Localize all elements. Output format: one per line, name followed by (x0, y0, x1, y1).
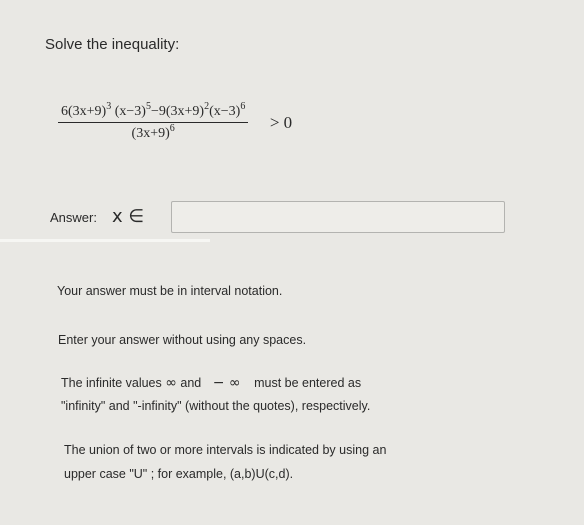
term-x-minus-3: (x−3) (209, 104, 241, 119)
fraction (58, 101, 248, 142)
instruction-text: The infinite values (61, 376, 162, 390)
numerator (58, 101, 248, 123)
instruction-no-spaces: Enter your answer without using any spaces. (58, 333, 307, 347)
answer-variable: x ∈ (112, 206, 145, 227)
answer-input[interactable] (171, 201, 505, 233)
instruction-text: must be entered as (254, 376, 362, 390)
instruction-infinity-keywords: "infinity" and "-infinity" (without the quotes), respectively. (61, 399, 371, 413)
negative-infinity-symbol: − ∞ (212, 375, 241, 391)
instruction-infinity-line (61, 375, 361, 391)
problem-prompt: Solve the inequality: (45, 36, 180, 53)
exponent: 6 (240, 101, 246, 112)
exponent: 6 (169, 123, 175, 134)
instruction-text: and (180, 376, 202, 390)
divider (0, 239, 210, 242)
denominator (58, 123, 248, 142)
instruction-union-example: upper case "U" ; for example, (a,b)U(c,d). (64, 467, 294, 481)
term-neg-9-3x9: −9(3x+9) (150, 104, 205, 119)
answer-label: Answer: (50, 210, 97, 225)
inequality-relation: > 0 (269, 113, 293, 132)
exponent: 3 (106, 101, 112, 112)
term-3x9: (3x+9) (131, 126, 170, 141)
instruction-interval-notation: Your answer must be in interval notation. (57, 284, 283, 298)
exponent: 5 (145, 101, 151, 112)
term-x-minus-3: (x−3) (114, 104, 146, 119)
exponent: 2 (204, 101, 210, 112)
infinity-symbol: ∞ (165, 375, 177, 391)
term-6-3x9: 6(3x+9) (61, 104, 107, 119)
instruction-union: The union of two or more intervals is indicated by using an (64, 443, 387, 457)
inequality-expression (58, 101, 293, 142)
